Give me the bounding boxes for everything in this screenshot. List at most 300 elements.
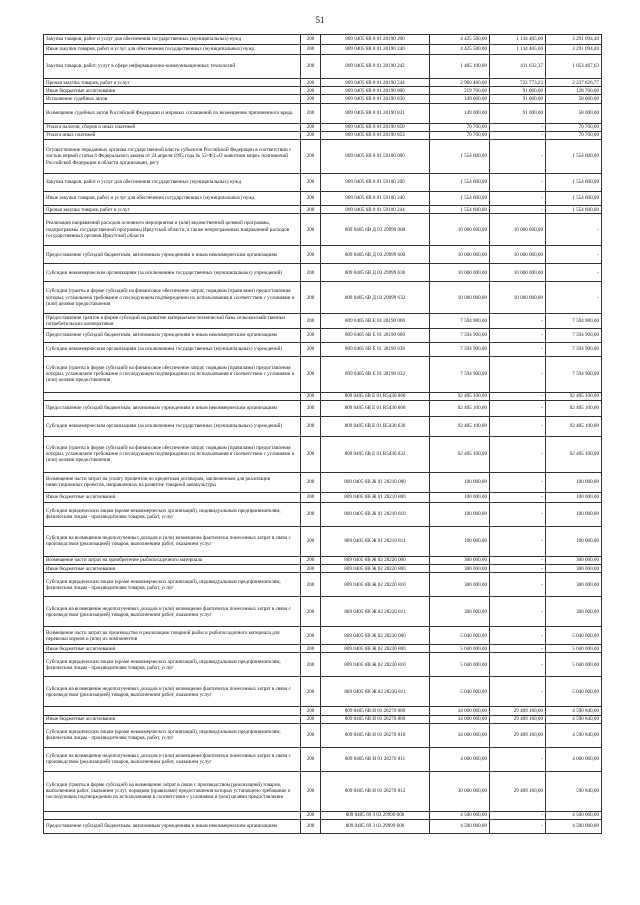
- row-name-cell: Иные бюджетные ассигнования: [44, 492, 301, 502]
- budget-execution-table: [43, 34, 602, 834]
- table-row: [44, 472, 602, 492]
- row-executed-cell: -: [490, 131, 546, 139]
- row-name-cell: Предоставление субсидий бюджетным, автономным учреждениям и иным некоммерческим организациям: [44, 246, 301, 264]
- row-code-cell: 200: [301, 392, 321, 400]
- table-row: [44, 214, 602, 246]
- row-executed-cell: -: [490, 472, 546, 492]
- row-executed-cell: 29 409 160,00: [490, 771, 546, 811]
- row-approved-cell: 100 000,00: [430, 526, 490, 556]
- row-approved-cell: 30 000 000,00: [430, 771, 490, 811]
- table-row: [44, 282, 602, 314]
- row-kbk-cell: 809 0405 6В Ж 01 28210 810: [321, 502, 430, 526]
- row-remainder-cell: 4 590 840,00: [546, 723, 602, 747]
- row-executed-cell: -: [490, 565, 546, 573]
- row-kbk-cell: 809 0405 6В 8 01 20190 800: [321, 87, 430, 95]
- row-code-cell: 200: [301, 246, 321, 264]
- row-approved-cell: 34 000 000,00: [430, 715, 490, 723]
- row-name-cell: Предоставление грантов в форме субсидий на развитие материально-технической базы сельскохозяйственных потребительских кооперативов: [44, 314, 301, 328]
- row-code-cell: 200: [301, 328, 321, 342]
- row-name-cell: Субсидии на возмещение недополученных доходов и (или) возмещение фактически понесенных затрат в связи с производством (реализацией) товаров, выполнением работ, оказанием услуг: [44, 597, 301, 627]
- row-executed-cell: 10 000 000,00: [490, 214, 546, 246]
- row-kbk-cell: 809 0405 6В Д 03 29999 632: [321, 282, 430, 314]
- row-name-cell: Прочая закупка товаров, работ и услуг: [44, 79, 301, 87]
- row-name-cell: Реализация направлений расходов основного мероприятия и (или) ведомственной целевой программы, подпрограммы государственной программы Иркутской области, а также непрограммных направлений расходов государственных органов Иркутской области: [44, 214, 301, 246]
- row-remainder-cell: 5 040 000,00: [546, 645, 602, 653]
- row-name-cell: Субсидии юридическим лицам (кроме некоммерческих организаций), индивидуальным предпринимателям, физическим лицам - производителям товаров, работ, услуг: [44, 502, 301, 526]
- table-row: [44, 79, 602, 87]
- row-approved-cell: 10 000 000,00: [430, 282, 490, 314]
- row-code-cell: 200: [301, 79, 321, 87]
- row-executed-cell: 91 000,00: [490, 103, 546, 123]
- row-code-cell: 200: [301, 264, 321, 282]
- table-row: [44, 653, 602, 677]
- row-executed-cell: 1 134 405,60: [490, 45, 546, 55]
- row-approved-cell: 70 700,00: [430, 131, 490, 139]
- table-row: [44, 565, 602, 573]
- row-approved-cell: 7 594 900,00: [430, 314, 490, 328]
- row-code-cell: 200: [301, 95, 321, 103]
- row-kbk-cell: 809 0405 6В Ж 02 28230 811: [321, 677, 430, 707]
- table-row: [44, 35, 602, 45]
- row-kbk-cell: 809 0405 6В Ж 01 28210 000: [321, 472, 430, 492]
- row-code-cell: 200: [301, 653, 321, 677]
- table-row: [44, 206, 602, 214]
- row-executed-cell: -: [490, 328, 546, 342]
- row-kbk-cell: 809 0405 6В Е 01 28190 630: [321, 342, 430, 356]
- row-code-cell: 200: [301, 492, 321, 502]
- row-remainder-cell: 100 000,00: [546, 526, 602, 556]
- row-approved-cell: 5 040 000,00: [430, 677, 490, 707]
- row-code-cell: 200: [301, 206, 321, 214]
- row-kbk-cell: 809 0405 6В 8 01 20190 242: [321, 55, 430, 79]
- table-row: [44, 140, 602, 174]
- row-code-cell: 200: [301, 103, 321, 123]
- row-executed-cell: -: [490, 436, 546, 472]
- row-kbk-cell: 809 0405 6В Е 01 28190 600: [321, 328, 430, 342]
- row-name-cell: Субсидии некоммерческим организациям (за исключением государственных (муниципальных) учреждений): [44, 264, 301, 282]
- row-remainder-cell: 70 700,00: [546, 131, 602, 139]
- row-remainder-cell: 300 000,00: [546, 597, 602, 627]
- row-code-cell: 200: [301, 436, 321, 472]
- row-kbk-cell: 809 0405 6В Д 03 29999 630: [321, 264, 430, 282]
- row-executed-cell: -: [490, 174, 546, 192]
- row-approved-cell: 1 554 600,00: [430, 206, 490, 214]
- row-executed-cell: -: [490, 653, 546, 677]
- row-kbk-cell: 809 0405 6В И 01 28270 811: [321, 747, 430, 771]
- row-remainder-cell: -: [546, 246, 602, 264]
- row-name-cell: Субсидии на возмещение недополученных доходов и (или) возмещение фактически понесенных затрат в связи с производством (реализацией) товаров, выполнением работ, оказанием услуг: [44, 526, 301, 556]
- row-approved-cell: 34 000 000,00: [430, 723, 490, 747]
- row-code-cell: 200: [301, 356, 321, 392]
- row-code-cell: 200: [301, 314, 321, 328]
- row-executed-cell: -: [490, 627, 546, 645]
- row-remainder-cell: 5 040 000,00: [546, 677, 602, 707]
- row-kbk-cell: 809 0405 6В Е 01 R5430 632: [321, 436, 430, 472]
- row-name-cell: Прочая закупка товаров, работ и услуг: [44, 206, 301, 214]
- row-code-cell: 200: [301, 45, 321, 55]
- row-remainder-cell: 1 053 467,63: [546, 55, 602, 79]
- row-executed-cell: 10 000 000,00: [490, 246, 546, 264]
- table-row: [44, 174, 602, 192]
- row-remainder-cell: 4 590 840,00: [546, 707, 602, 715]
- row-code-cell: 200: [301, 747, 321, 771]
- row-code-cell: 200: [301, 472, 321, 492]
- row-approved-cell: 4 500 000,00: [430, 820, 490, 834]
- row-approved-cell: 10 000 000,00: [430, 246, 490, 264]
- row-kbk-cell: 809 0405 6В Ж 02 28220 811: [321, 597, 430, 627]
- row-name-cell: Предоставление субсидий бюджетным, автономным учреждениям и иным некоммерческим организациям: [44, 820, 301, 834]
- row-code-cell: 200: [301, 526, 321, 556]
- row-kbk-cell: 809 0405 69 3 03 29999 000: [321, 811, 430, 819]
- row-name-cell: Возмещение части затрат на приобретение рыбопосадочного материала: [44, 556, 301, 564]
- row-kbk-cell: 809 0405 6В И 01 28270 000: [321, 707, 430, 715]
- row-remainder-cell: 7 594 900,00: [546, 328, 602, 342]
- row-name-cell: Предоставление субсидий бюджетным, автономным учреждениям и иным некоммерческим организациям: [44, 400, 301, 416]
- row-name-cell: Субсидии на возмещение недополученных доходов и (или) возмещение фактически понесенных затрат в связи с производством (реализацией) товаров, выполнением работ, оказанием услуг: [44, 747, 301, 771]
- table-row: [44, 771, 602, 811]
- row-name-cell: Иные бюджетные ассигнования: [44, 87, 301, 95]
- row-executed-cell: -: [490, 502, 546, 526]
- row-kbk-cell: 809 0405 6В Д 03 29999 000: [321, 214, 430, 246]
- row-remainder-cell: 70 700,00: [546, 123, 602, 131]
- row-kbk-cell: 809 0405 6В 8 01 20190 853: [321, 131, 430, 139]
- row-kbk-cell: 809 0405 6В Ж 02 28220 000: [321, 556, 430, 564]
- row-kbk-cell: 809 0405 6В 8 01 20190 850: [321, 123, 430, 131]
- row-name-cell: Иные закупки товаров, работ и услуг для обеспечения государственных (муниципальных) нужд: [44, 45, 301, 55]
- row-code-cell: 200: [301, 556, 321, 564]
- table-row: [44, 597, 602, 627]
- row-remainder-cell: 7 594 900,00: [546, 356, 602, 392]
- table-row: [44, 55, 602, 79]
- row-approved-cell: 1 554 600,00: [430, 140, 490, 174]
- table-row: [44, 392, 602, 400]
- row-code-cell: 200: [301, 282, 321, 314]
- row-remainder-cell: 92 405 100,00: [546, 416, 602, 436]
- row-name-cell: Субсидии юридическим лицам (кроме некоммерческих организаций), индивидуальным предпринимателям, физическим лицам - производителям товаров, работ, услуг: [44, 573, 301, 597]
- row-code-cell: 200: [301, 140, 321, 174]
- row-executed-cell: 10 000 000,00: [490, 264, 546, 282]
- table-row: [44, 264, 602, 282]
- row-kbk-cell: 809 0405 6В Ж 01 28210 811: [321, 526, 430, 556]
- row-approved-cell: 300 000,00: [430, 573, 490, 597]
- row-remainder-cell: 3 291 094,40: [546, 35, 602, 45]
- row-name-cell: Иные бюджетные ассигнования: [44, 565, 301, 573]
- row-kbk-cell: 809 0405 69 3 03 29999 600: [321, 820, 430, 834]
- row-kbk-cell: 809 0405 6В 8 01 20190 244: [321, 79, 430, 87]
- row-name-cell: Осуществление переданных органам государственной власти субъектов Российской Федерации в соответствии с частью первой статьи 6 Федерального закона от 24 апреля 1995 года № 52-ФЗ «О животном мире» полномочий Российской Федерации в области организации, регу: [44, 140, 301, 174]
- row-code-cell: 200: [301, 55, 321, 79]
- row-name-cell: Субсидии (гранты в форме субсидий) на финансовое обеспечение затрат, порядком (правилами) предоставления которых установлено требование о последующем подтверждении их использования в соответствии с условиями и (или) целями предоставления: [44, 436, 301, 472]
- row-code-cell: 200: [301, 131, 321, 139]
- table-row: [44, 103, 602, 123]
- row-code-cell: 200: [301, 342, 321, 356]
- row-executed-cell: -: [490, 416, 546, 436]
- row-name-cell: Закупка товаров, работ, услуг в сфере информационно-коммуникационных технологий: [44, 55, 301, 79]
- row-executed-cell: -: [490, 492, 546, 502]
- row-code-cell: 200: [301, 811, 321, 819]
- row-approved-cell: 10 000 000,00: [430, 214, 490, 246]
- row-executed-cell: 91 000,00: [490, 95, 546, 103]
- row-approved-cell: 92 405 100,00: [430, 416, 490, 436]
- row-remainder-cell: -: [546, 264, 602, 282]
- row-executed-cell: -: [490, 677, 546, 707]
- row-kbk-cell: 809 0405 6В 8 01 59100 244: [321, 206, 430, 214]
- row-approved-cell: 5 040 000,00: [430, 645, 490, 653]
- row-kbk-cell: 809 0405 6В 8 01 20190 240: [321, 45, 430, 55]
- row-approved-cell: 1 465 100,00: [430, 55, 490, 79]
- table-row: [44, 45, 602, 55]
- row-approved-cell: 300 000,00: [430, 597, 490, 627]
- row-name-cell: Возмещение части затрат на производство и реализацию товарной рыбы и рыбопосадочного материала для перевозки кормов и (или) их компонентов: [44, 627, 301, 645]
- table-row: [44, 192, 602, 206]
- row-executed-cell: -: [490, 400, 546, 416]
- row-remainder-cell: 5 040 000,00: [546, 627, 602, 645]
- row-code-cell: 200: [301, 565, 321, 573]
- row-approved-cell: 4 425 500,00: [430, 35, 490, 45]
- row-kbk-cell: 809 0405 6В Е 01 28190 632: [321, 356, 430, 392]
- row-approved-cell: 1 554 600,00: [430, 192, 490, 206]
- row-name-cell: Иные бюджетные ассигнования: [44, 715, 301, 723]
- row-remainder-cell: 1 554 600,00: [546, 140, 602, 174]
- row-approved-cell: 4 425 500,00: [430, 45, 490, 55]
- row-remainder-cell: 58 000,00: [546, 95, 602, 103]
- row-approved-cell: 149 000,00: [430, 95, 490, 103]
- row-remainder-cell: 92 405 100,00: [546, 436, 602, 472]
- row-approved-cell: 10 000 000,00: [430, 264, 490, 282]
- row-code-cell: 200: [301, 677, 321, 707]
- table-row: [44, 677, 602, 707]
- row-approved-cell: 100 000,00: [430, 502, 490, 526]
- row-approved-cell: 100 000,00: [430, 492, 490, 502]
- row-remainder-cell: 590 840,00: [546, 771, 602, 811]
- row-executed-cell: -: [490, 342, 546, 356]
- row-executed-cell: 29 409 160,00: [490, 723, 546, 747]
- table-row: [44, 123, 602, 131]
- row-name-cell: Субсидии на возмещение недополученных доходов и (или) возмещение фактически понесенных затрат в связи с производством (реализацией) товаров, выполнением работ, оказанием услуг: [44, 677, 301, 707]
- table-row: [44, 715, 602, 723]
- table-row: [44, 747, 602, 771]
- row-approved-cell: 1 554 600,00: [430, 174, 490, 192]
- row-name-cell: Субсидии (гранты в форме субсидий) на возмещение затрат в связи с производством (реализацией) товаров, выполнением работ, оказанием услуг, порядком (правилами) предоставления которых установлено требование о последующем подтверждении их использования в соответствии с условиями и (или) целями предоставления: [44, 771, 301, 811]
- row-kbk-cell: 809 0405 6В Ж 01 28210 800: [321, 492, 430, 502]
- row-remainder-cell: 4 000 000,00: [546, 747, 602, 771]
- row-executed-cell: -: [490, 526, 546, 556]
- table-row: [44, 400, 602, 416]
- row-kbk-cell: 809 0405 6В Ж 02 28230 810: [321, 653, 430, 677]
- row-remainder-cell: 4 590 840,00: [546, 715, 602, 723]
- row-executed-cell: 10 000 000,00: [490, 282, 546, 314]
- row-approved-cell: 2 960 400,00: [430, 79, 490, 87]
- row-approved-cell: 219 700,00: [430, 87, 490, 95]
- row-name-cell: Возмещение части затрат на уплату процентов по кредитным договорам, заключенным для реализации инвестиционных проектов, направленных на развитие товарной аквакультуры: [44, 472, 301, 492]
- table-row: [44, 526, 602, 556]
- row-executed-cell: 29 409 160,00: [490, 715, 546, 723]
- row-kbk-cell: 809 0405 6В 8 01 59100 200: [321, 174, 430, 192]
- table-row: [44, 502, 602, 526]
- row-name-cell: Субсидии юридическим лицам (кроме некоммерческих организаций), индивидуальным предпринимателям, физическим лицам - производителям товаров, работ, услуг: [44, 723, 301, 747]
- row-kbk-cell: 809 0405 6В И 01 28270 800: [321, 715, 430, 723]
- row-kbk-cell: 809 0405 6В 8 01 20190 830: [321, 95, 430, 103]
- row-kbk-cell: 809 0405 6В 8 01 20190 200: [321, 35, 430, 45]
- table-row: [44, 314, 602, 328]
- table-row: [44, 342, 602, 356]
- row-kbk-cell: 809 0405 6В Д 03 29999 600: [321, 246, 430, 264]
- row-executed-cell: -: [490, 123, 546, 131]
- row-approved-cell: 4 500 000,00: [430, 811, 490, 819]
- row-kbk-cell: 809 0405 6В Е 01 R5430 000: [321, 392, 430, 400]
- row-name-cell: Иные закупки товаров, работ и услуг для обеспечения государственных (муниципальных) нужд: [44, 192, 301, 206]
- row-remainder-cell: 7 594 900,00: [546, 314, 602, 328]
- table-row: [44, 820, 602, 834]
- row-code-cell: 200: [301, 645, 321, 653]
- row-executed-cell: -: [490, 556, 546, 564]
- row-code-cell: 200: [301, 627, 321, 645]
- row-kbk-cell: 809 0405 6В И 01 28270 812: [321, 771, 430, 811]
- row-remainder-cell: 300 000,00: [546, 565, 602, 573]
- row-kbk-cell: 809 0405 6В Ж 02 28220 800: [321, 565, 430, 573]
- row-remainder-cell: 300 000,00: [546, 573, 602, 597]
- table-row: [44, 556, 602, 564]
- row-kbk-cell: 809 0405 6В 8 01 59100 240: [321, 192, 430, 206]
- row-code-cell: 200: [301, 174, 321, 192]
- row-executed-cell: -: [490, 392, 546, 400]
- row-kbk-cell: 809 0405 6В 8 01 20190 831: [321, 103, 430, 123]
- row-executed-cell: 411 632,37: [490, 55, 546, 79]
- row-code-cell: 200: [301, 416, 321, 436]
- table-row: [44, 492, 602, 502]
- row-code-cell: 200: [301, 502, 321, 526]
- row-code-cell: 200: [301, 597, 321, 627]
- row-kbk-cell: 809 0405 6В Е 01 28190 000: [321, 314, 430, 328]
- row-approved-cell: 7 594 900,00: [430, 356, 490, 392]
- row-name-cell: Закупка товаров, работ и услуг для обеспечения государственных (муниципальных) нужд: [44, 35, 301, 45]
- row-approved-cell: 92 405 100,00: [430, 392, 490, 400]
- table-row: [44, 356, 602, 392]
- row-name-cell: Субсидии некоммерческим организациям (за исключением государственных (муниципальных) учреждений): [44, 416, 301, 436]
- row-executed-cell: -: [490, 140, 546, 174]
- row-remainder-cell: 58 000,00: [546, 103, 602, 123]
- row-executed-cell: -: [490, 597, 546, 627]
- row-approved-cell: 149 000,00: [430, 103, 490, 123]
- row-name-cell: Субсидии (гранты в форме субсидий) на финансовое обеспечение затрат, порядком (правилами) предоставления которых установлено требование о последующем подтверждении их использования в соответствии с условиями и (или) целями предоставления: [44, 282, 301, 314]
- row-name-cell: Субсидии (гранты в форме субсидий) на финансовое обеспечение затрат, порядком (правилами) предоставления которых установлено требование о последующем подтверждении их использования в соответствии с условиями и (или) целями предоставления: [44, 356, 301, 392]
- row-remainder-cell: 100 000,00: [546, 492, 602, 502]
- row-approved-cell: 300 000,00: [430, 556, 490, 564]
- row-code-cell: 200: [301, 820, 321, 834]
- table-row: [44, 131, 602, 139]
- row-code-cell: 200: [301, 723, 321, 747]
- row-approved-cell: 7 594 900,00: [430, 328, 490, 342]
- table-row: [44, 707, 602, 715]
- table-row: [44, 811, 602, 819]
- row-executed-cell: -: [490, 314, 546, 328]
- table-row: [44, 436, 602, 472]
- row-executed-cell: -: [490, 356, 546, 392]
- row-name-cell: Предоставление субсидий бюджетным, автономным учреждениям и иным некоммерческим организациям: [44, 328, 301, 342]
- row-executed-cell: 722 773,23: [490, 79, 546, 87]
- row-approved-cell: 92 405 100,00: [430, 400, 490, 416]
- row-approved-cell: 300 000,00: [430, 565, 490, 573]
- row-remainder-cell: 1 554 600,00: [546, 192, 602, 206]
- row-name-cell: Возмещение судебных актов Российской Федерации и мировых соглашений по возмещению причиненного вреда: [44, 103, 301, 123]
- row-approved-cell: 100 000,00: [430, 472, 490, 492]
- row-remainder-cell: 7 594 900,00: [546, 342, 602, 356]
- row-kbk-cell: 809 0405 6В Е 01 R5430 600: [321, 400, 430, 416]
- table-row: [44, 95, 602, 103]
- row-remainder-cell: 100 000,00: [546, 472, 602, 492]
- row-approved-cell: 7 594 900,00: [430, 342, 490, 356]
- table-row: [44, 723, 602, 747]
- row-approved-cell: 5 040 000,00: [430, 653, 490, 677]
- row-remainder-cell: 1 554 600,00: [546, 206, 602, 214]
- row-code-cell: 200: [301, 573, 321, 597]
- row-name-cell: Уплата иных платежей: [44, 131, 301, 139]
- row-executed-cell: -: [490, 206, 546, 214]
- row-remainder-cell: 4 500 000,00: [546, 811, 602, 819]
- row-kbk-cell: 809 0405 6В Ж 02 28230 000: [321, 627, 430, 645]
- row-approved-cell: 34 000 000,00: [430, 707, 490, 715]
- row-name-cell: Исполнение судебных актов: [44, 95, 301, 103]
- table-row: [44, 645, 602, 653]
- table-row: [44, 627, 602, 645]
- row-executed-cell: 29 409 160,00: [490, 707, 546, 715]
- row-code-cell: 200: [301, 35, 321, 45]
- row-code-cell: 200: [301, 87, 321, 95]
- row-approved-cell: 70 700,00: [430, 123, 490, 131]
- row-name-cell: Иные бюджетные ассигнования: [44, 645, 301, 653]
- table-row: [44, 416, 602, 436]
- row-name-cell: Закупка товаров, работ и услуг для обеспечения государственных (муниципальных) нужд: [44, 174, 301, 192]
- row-remainder-cell: 1 554 600,00: [546, 174, 602, 192]
- row-executed-cell: -: [490, 747, 546, 771]
- row-remainder-cell: 3 291 094,40: [546, 45, 602, 55]
- row-executed-cell: -: [490, 645, 546, 653]
- table-row: [44, 246, 602, 264]
- page-number: 51: [315, 15, 325, 25]
- row-code-cell: 200: [301, 123, 321, 131]
- row-remainder-cell: 300 000,00: [546, 556, 602, 564]
- row-remainder-cell: 92 405 100,00: [546, 400, 602, 416]
- table-row: [44, 328, 602, 342]
- row-code-cell: 200: [301, 214, 321, 246]
- row-remainder-cell: 5 040 000,00: [546, 653, 602, 677]
- row-remainder-cell: -: [546, 282, 602, 314]
- row-remainder-cell: 2 237 626,77: [546, 79, 602, 87]
- row-code-cell: 200: [301, 192, 321, 206]
- row-remainder-cell: 100 000,00: [546, 502, 602, 526]
- row-name-cell: [44, 707, 301, 715]
- row-kbk-cell: 809 0405 6В 8 01 59100 000: [321, 140, 430, 174]
- row-executed-cell: -: [490, 573, 546, 597]
- row-executed-cell: -: [490, 820, 546, 834]
- row-remainder-cell: 128 700,00: [546, 87, 602, 95]
- row-kbk-cell: 809 0405 6В Ж 02 28220 810: [321, 573, 430, 597]
- row-kbk-cell: 809 0405 6В Е 01 R5430 630: [321, 416, 430, 436]
- row-remainder-cell: 92 405 100,00: [546, 392, 602, 400]
- row-code-cell: 200: [301, 400, 321, 416]
- row-kbk-cell: 809 0405 6В И 01 28270 810: [321, 723, 430, 747]
- row-name-cell: Субсидии юридическим лицам (кроме некоммерческих организаций), индивидуальным предпринимателям, физическим лицам - производителям товаров, работ, услуг: [44, 653, 301, 677]
- row-remainder-cell: 4 500 000,00: [546, 820, 602, 834]
- row-executed-cell: 1 134 405,60: [490, 35, 546, 45]
- row-executed-cell: -: [490, 811, 546, 819]
- row-code-cell: 200: [301, 707, 321, 715]
- table-row: [44, 87, 602, 95]
- row-approved-cell: 92 405 100,00: [430, 436, 490, 472]
- table-row: [44, 573, 602, 597]
- row-approved-cell: 5 040 000,00: [430, 627, 490, 645]
- row-kbk-cell: 809 0405 6В Ж 02 28230 800: [321, 645, 430, 653]
